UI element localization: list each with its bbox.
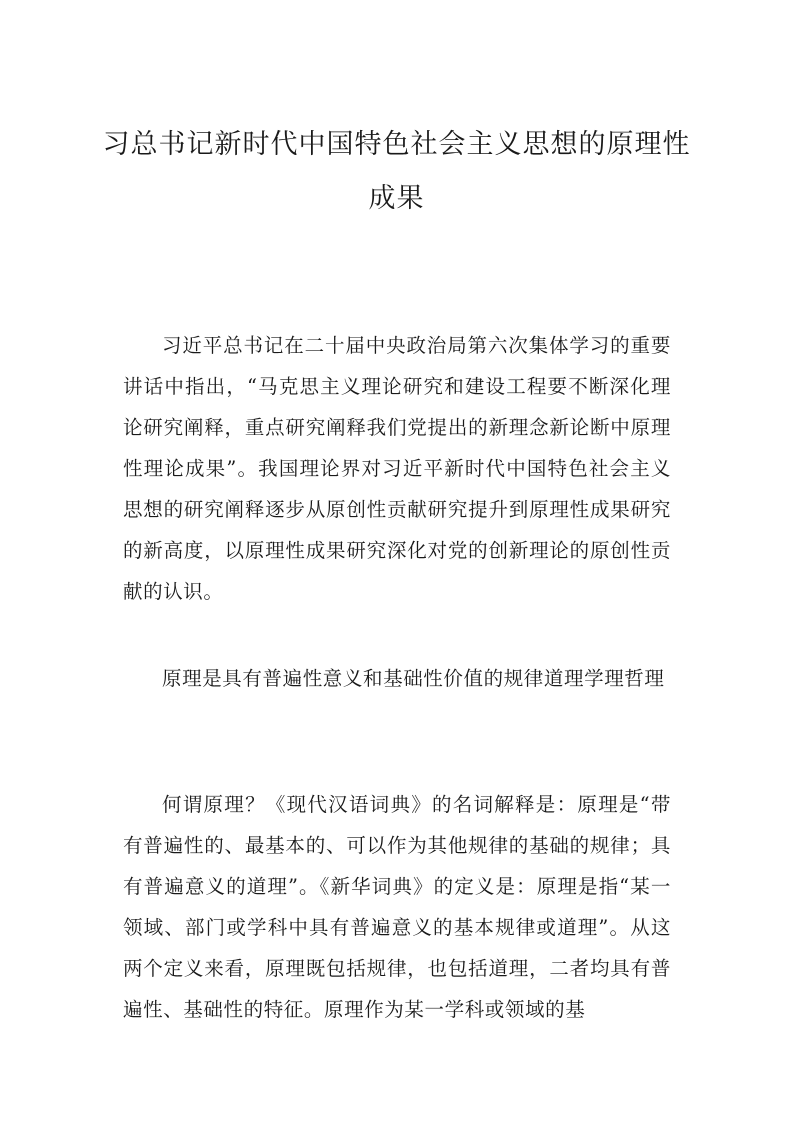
document-title: 习总书记新时代中国特色社会主义思想的原理性成果 xyxy=(102,129,691,214)
section-heading: 原理是具有普遍性意义和基础性价值的规律道理学理哲理 xyxy=(162,667,665,690)
paragraph-definition: 何谓原理？《现代汉语词典》的名词解释是：原理是“带有普遍性的、最基本的、可以作为其他规律的基础的规律；具有普遍意义的道理”。《新华词典》的定义是：原理是指“某一领域、部门或学科中具有普遍意义的基本规律或道理”。从这两个定义来看，原理既包括规律，也包括道理，二者均具有普遍性、基础性的特征。原理作为某一学科或领域的基 xyxy=(123,793,671,1021)
paragraph-intro: 习近平总书记在二十届中央政治局第六次集体学习的重要讲话中指出，“马克思主义理论研究和建设工程要不断深化理论研究阐释，重点研究阐释我们党提出的新理念新论断中原理性理论成果”。我国理论界对习近平新时代中国特色社会主义思想的研究阐释逐步从原创性贡献研究提升到原理性成果研究的新高度，以原理性成果研究深化对党的创新理论的原创性贡献的认识。 xyxy=(123,334,671,603)
